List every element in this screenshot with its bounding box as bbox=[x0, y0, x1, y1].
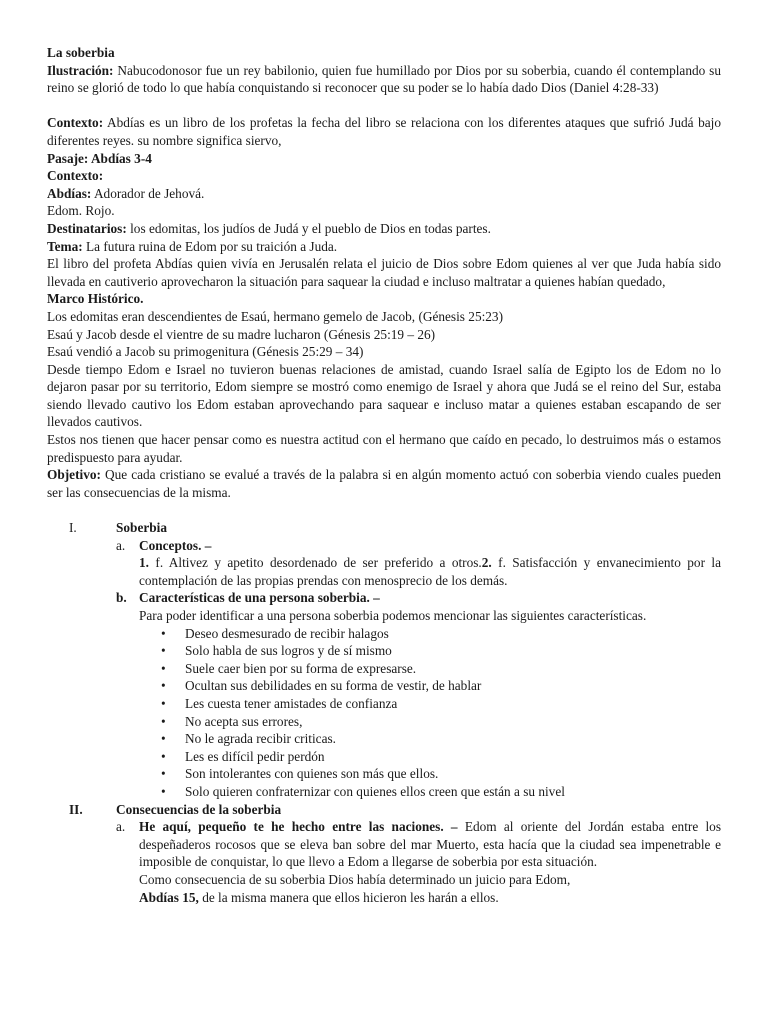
abdias-line bbox=[47, 185, 721, 203]
subsection bbox=[47, 537, 721, 590]
contexto-label: Contexto: bbox=[47, 115, 104, 131]
concept-definition: 1. f. Altivez y apetito desordenado de ser preferido a otros.2. f. Satisfacción y envanecimiento por la contemplación de las propias prendas con menosprecio de los demás. bbox=[139, 555, 722, 588]
libro-paragraph: El libro del profeta Abdías quien vivía en Jerusalén relata el juicio de Dios sobre Edom quienes al ver que Juda había sido llevada en cautiverio aprovecharon la situación para saquear la ciudad e incluso maltratar a quienes habían quedado, bbox=[47, 256, 721, 289]
list-item: • No le agrada recibir criticas. bbox=[185, 730, 721, 748]
destinatarios-text: los edomitas, los judíos de Judá y el pueblo de Dios en todas partes. bbox=[130, 220, 491, 236]
marco-line: Esaú y Jacob desde el vientre de su madre lucharon (Génesis 25:19 – 26) bbox=[47, 326, 436, 342]
desde-paragraph: Desde tiempo Edom e Israel no tuvieron buenas relaciones de amistad, cuando Israel salía de Egipto los de Edom no lo dejaron pasar por su territorio, Edom siempre se mostró como enemigo de Israel y ahora que Judá se el reino del Sur, estaba siendo llevado cautivo los Edom estaban aprovechando para saquear e incluso matar a quienes estaban escapando de ser llevados cautivos. bbox=[47, 361, 721, 430]
abdias-reference: Abdías 15, de la misma manera que ellos hicieron les harán a ellos. bbox=[139, 889, 499, 905]
consecuencias-line: Como consecuencia de su soberbia Dios había determinado un juicio para Edom, bbox=[139, 871, 571, 887]
section-numeral: I. bbox=[69, 520, 77, 536]
subsection-letter: a. bbox=[116, 819, 126, 835]
subsection-heading: Características de una persona soberbia. – bbox=[139, 590, 380, 606]
subsection-heading: Conceptos. – bbox=[139, 537, 212, 553]
ilustracion-label: Ilustración: bbox=[47, 62, 114, 78]
objetivo-paragraph bbox=[47, 466, 721, 501]
document-page bbox=[47, 44, 721, 906]
blank-line bbox=[47, 97, 721, 115]
list-item: • Solo quieren confraternizar con quienes ellos creen que están a su nivel bbox=[185, 783, 721, 801]
characteristics-list bbox=[47, 625, 721, 801]
outline bbox=[47, 519, 721, 906]
section-numeral: II. bbox=[69, 801, 83, 817]
abdias-label: Abdías: bbox=[47, 185, 92, 201]
tema-text: La futura ruina de Edom por su traición a Juda. bbox=[86, 238, 338, 254]
estos-paragraph: Estos nos tienen que hacer pensar como es nuestra actitud con el hermano que caído en pecado, lo destruimos más o estamos predispuesto para ayudar. bbox=[47, 432, 721, 465]
list-item: • Solo habla de sus logros y de sí mismo bbox=[185, 642, 721, 660]
contexto-paragraph bbox=[47, 114, 721, 149]
ilustracion-paragraph bbox=[47, 62, 721, 97]
marco-line: Esaú vendió a Jacob su primogenitura (Génesis 25:29 – 34) bbox=[47, 344, 364, 360]
section-heading bbox=[47, 519, 721, 537]
subsection bbox=[47, 589, 721, 624]
document-title: La soberbia bbox=[47, 45, 115, 60]
destinatarios-label: Destinatarios: bbox=[47, 220, 127, 236]
tema-line bbox=[47, 238, 721, 256]
list-item: • Suele caer bien por su forma de expresarse. bbox=[185, 660, 721, 678]
section-heading bbox=[47, 801, 721, 819]
contexto-text: Abdías es un libro de los profetas la fecha del libro se relaciona con los diferentes ataques que sufrió Judá bajo diferentes reyes. su nombre significa siervo, bbox=[47, 115, 722, 148]
contexto-heading: Contexto: bbox=[47, 168, 104, 184]
destinatarios-line bbox=[47, 220, 721, 238]
section-title: Soberbia bbox=[116, 520, 167, 536]
tema-label: Tema: bbox=[47, 238, 83, 254]
subsection bbox=[47, 818, 721, 906]
objetivo-text: Que cada cristiano se evalué a través de la palabra si en algún momento actuó con soberbia viendo cuales pueden ser las consecuencias de la misma. bbox=[47, 467, 722, 500]
subsection-intro: Para poder identificar a una persona soberbia podemos mencionar las siguientes características. bbox=[139, 608, 647, 623]
consecuencias-paragraph: He aquí, pequeño te he hecho entre las naciones. – Edom al oriente del Jordán estaba entre los despeñaderos rocosos que se eleva ban sobre del mar Muerto, esta hacía que la ciudad sea impenetrable e imposible de conquistar, lo que llevo a Edom a llegarse de soberbia por esta situación. bbox=[139, 819, 722, 870]
list-item: • Les cuesta tener amistades de confianza bbox=[185, 695, 721, 713]
list-item: • No acepta sus errores, bbox=[185, 713, 721, 731]
subsection-letter: b. bbox=[116, 590, 127, 606]
subsection-heading: He aquí, pequeño te he hecho entre las naciones. – bbox=[139, 819, 458, 835]
objetivo-label: Objetivo: bbox=[47, 467, 101, 483]
ilustracion-text: Nabucodonosor fue un rey babilonio, quien fue humillado por Dios por su soberbia, cuando él contemplando su reino se glorió de todo lo que había conquistando si reconocer que su poder se lo había dado Dios (Daniel 4:28-33) bbox=[47, 62, 721, 96]
list-item: • Son intolerantes con quienes son más que ellos. bbox=[185, 765, 721, 783]
marco-heading: Marco Histórico. bbox=[47, 291, 144, 307]
section-title: Consecuencias de la soberbia bbox=[116, 801, 282, 817]
subsection-letter: a. bbox=[116, 537, 126, 553]
list-item: • Deseo desmesurado de recibir halagos bbox=[185, 625, 721, 643]
list-item: • Ocultan sus debilidades en su forma de vestir, de hablar bbox=[185, 677, 721, 695]
marco-line: Los edomitas eran descendientes de Esaú, hermano gemelo de Jacob, (Génesis 25:23) bbox=[47, 308, 504, 324]
pasaje-heading: Pasaje: Abdías 3-4 bbox=[47, 150, 152, 166]
abdias-text: Adorador de Jehová. bbox=[93, 185, 205, 201]
list-item: • Les es difícil pedir perdón bbox=[185, 748, 721, 766]
edom-line: Edom. Rojo. bbox=[47, 203, 115, 219]
